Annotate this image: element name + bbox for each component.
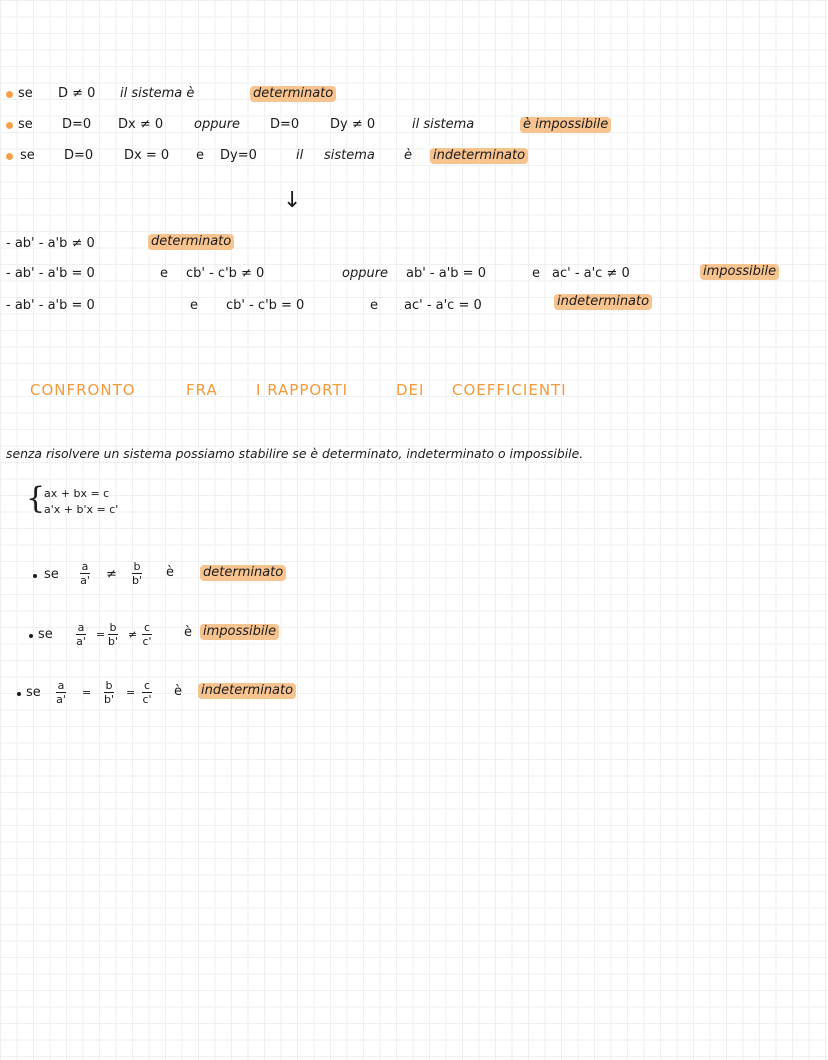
result-highlight: indeterminato [430,148,528,164]
operator: = [82,686,92,699]
verb: è [166,565,174,580]
equation: ax + bx = c [44,487,110,500]
expression: - ab' - a'b ≠ 0 [6,236,95,251]
condition: D=0 [62,117,92,132]
condition: Dx ≠ 0 [118,117,164,132]
expression: - ab' - a'b = 0 [6,298,95,313]
se-label: se [18,117,33,132]
operator: = [96,628,106,641]
section-title: DEI [396,381,425,399]
verb: è [184,625,192,640]
fraction: b b' [132,560,143,587]
result-highlight: indeterminato [554,294,652,310]
result-highlight: impossibile [200,624,279,640]
connector: e [370,298,378,313]
result-highlight: è impossibile [520,117,611,133]
se-label: se [38,627,53,642]
statement: il sistema è [120,86,195,101]
condition: Dy=0 [220,148,257,163]
bullet-icon [29,634,33,638]
fraction: b b' [108,621,119,648]
statement: è [404,148,412,163]
result-highlight: determinato [250,86,336,102]
bullet-icon [17,692,21,696]
connector: e [196,148,204,163]
connector: oppure [194,117,241,132]
section-title: FRA [186,381,218,399]
condition: cb' - c'b = 0 [226,298,305,313]
condition: D=0 [270,117,300,132]
equation: a'x + b'x = c' [44,503,119,516]
se-label: se [18,86,33,101]
connector: e [532,266,540,281]
condition: ab' - a'b = 0 [406,266,486,281]
statement: il [296,148,304,163]
condition: cb' - c'b ≠ 0 [186,266,265,281]
condition: Dx = 0 [124,148,170,163]
fraction: c c' [142,621,152,648]
condition: D=0 [64,148,94,163]
bullet-icon [33,574,37,578]
intro-text: senza risolvere un sistema possiamo stabilire se è determinato, indeterminato o impossibile. [6,446,584,461]
se-label: se [44,567,59,582]
fraction: b b' [104,679,115,706]
system-brace: { [26,481,46,516]
condition: ac' - a'c = 0 [404,298,482,313]
condition: ac' - a'c ≠ 0 [552,266,630,281]
bullet-icon [6,122,13,129]
result-highlight: determinato [148,234,234,250]
operator: = [126,686,136,699]
bullet-icon [6,91,13,98]
se-label: se [20,148,35,163]
section-title: COEFFICIENTI [452,381,567,399]
condition: Dy ≠ 0 [330,117,376,132]
operator: ≠ [106,567,117,582]
condition: D ≠ 0 [58,86,96,101]
statement: sistema [324,148,375,163]
down-arrow-icon: ↓ [283,188,302,213]
bullet-icon [6,153,13,160]
result-highlight: indeterminato [198,683,296,699]
fraction: a a' [56,679,66,706]
result-highlight: impossibile [700,264,779,280]
connector: oppure [342,266,389,281]
statement: il sistema [412,117,475,132]
section-title: CONFRONTO [30,381,136,399]
connector: e [160,266,168,281]
fraction: a a' [76,621,86,648]
expression: - ab' - a'b = 0 [6,266,95,281]
section-title: I RAPPORTI [256,381,349,399]
verb: è [174,684,182,699]
se-label: se [26,685,41,700]
operator: ≠ [128,628,138,641]
result-highlight: determinato [200,565,286,581]
fraction: a a' [80,560,90,587]
connector: e [190,298,198,313]
fraction: c c' [142,679,152,706]
